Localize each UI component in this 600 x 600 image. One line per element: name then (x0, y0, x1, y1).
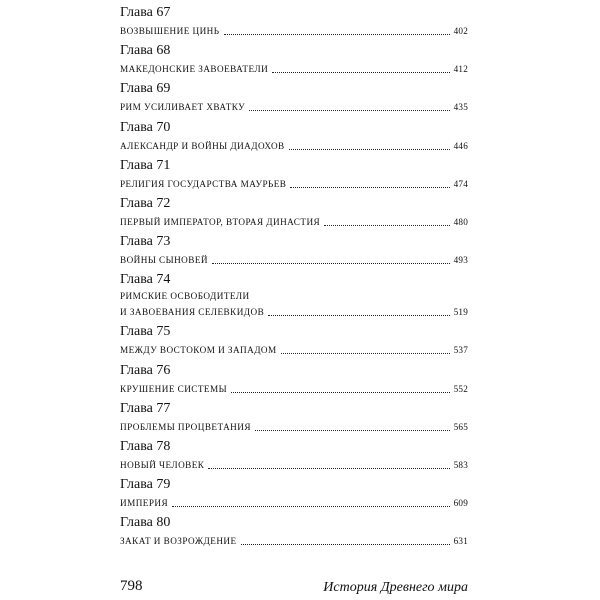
toc-entry (120, 234, 468, 272)
chapter-number: Глава 77 (120, 400, 171, 416)
chapter-title-line (120, 457, 468, 471)
dot-leader (281, 352, 450, 354)
chapter-number: Глава 70 (120, 119, 171, 135)
chapter-number: Глава 75 (120, 324, 171, 340)
page-number: 798 (120, 578, 143, 594)
chapter-number: Глава 68 (120, 43, 171, 59)
chapter-number: Глава 69 (120, 81, 171, 97)
toc-entry (120, 43, 468, 81)
chapter-number: Глава 73 (120, 234, 171, 250)
toc-entry (120, 477, 468, 515)
chapter-page-number: 446 (453, 140, 468, 151)
chapter-title: МАКЕДОНСКИЕ ЗАВОЕВАТЕЛИ (120, 64, 269, 75)
toc-entry (120, 363, 468, 401)
toc-entry (120, 515, 468, 553)
chapter-title-first-line: РИМСКИЕ ОСВОБОДИТЕЛИ (120, 291, 250, 302)
chapter-page-number: 480 (453, 216, 468, 227)
dot-leader (212, 262, 450, 264)
chapter-title-line (120, 495, 468, 509)
chapter-title-line (120, 533, 468, 547)
chapter-number: Глава 67 (120, 5, 171, 20)
chapter-number: Глава 76 (120, 362, 171, 378)
chapter-title-line (120, 61, 468, 75)
chapter-title: ЗАКАТ И ВОЗРОЖДЕНИЕ (120, 536, 237, 547)
chapter-title: ВОЙНЫ СЫНОВЕЙ (120, 255, 208, 266)
toc-entry (120, 81, 468, 119)
running-title: История Древнего мира (323, 580, 468, 595)
chapter-page-number: 631 (453, 536, 468, 547)
toc-entry (120, 196, 468, 234)
chapter-page-number: 519 (453, 307, 468, 318)
chapter-title: КРУШЕНИЕ СИСТЕМЫ (120, 383, 228, 394)
chapter-title-line (120, 99, 468, 113)
chapter-title: ВОЗВЫШЕНИЕ ЦИНЬ (120, 26, 220, 36)
chapter-number: Глава 78 (120, 438, 171, 454)
chapter-page-number: 609 (453, 498, 468, 509)
chapter-title: И ЗАВОЕВАНИЯ СЕЛЕВКИДОВ (120, 307, 265, 318)
chapter-number: Глава 72 (120, 195, 171, 211)
dot-leader (290, 186, 449, 188)
toc-entry (120, 324, 468, 362)
chapter-page-number: 474 (453, 178, 468, 189)
dot-leader (289, 148, 450, 150)
chapter-title: ПРОБЛЕМЫ ПРОЦВЕТАНИЯ (120, 421, 251, 432)
chapter-title-line (120, 252, 468, 266)
chapter-page-number: 565 (453, 421, 468, 432)
toc-entry (120, 439, 468, 477)
chapter-page-number: 402 (453, 26, 468, 36)
toc-entry (120, 158, 468, 196)
toc-entry (120, 5, 468, 43)
chapter-page-number: 412 (453, 64, 468, 75)
dot-leader (249, 109, 449, 111)
chapter-page-number: 552 (453, 383, 468, 394)
chapter-title: МЕЖДУ ВОСТОКОМ И ЗАПАДОМ (120, 345, 277, 356)
chapter-page-number: 537 (453, 345, 468, 356)
chapter-title: ПЕРВЫЙ ИМПЕРАТОР, ВТОРАЯ ДИНАСТИЯ (120, 216, 321, 227)
chapter-number: Глава 74 (120, 272, 171, 288)
dot-leader (231, 391, 450, 393)
chapter-title: РЕЛИГИЯ ГОСУДАРСТВА МАУРЬЕВ (120, 178, 287, 189)
dot-leader (268, 314, 449, 316)
toc-entry (120, 120, 468, 158)
book-page (120, 0, 468, 600)
dot-leader (172, 505, 450, 507)
chapter-title: АЛЕКСАНДР И ВОЙНЫ ДИАДОХОВ (120, 140, 285, 151)
chapter-page-number: 583 (453, 459, 468, 470)
chapter-number: Глава 79 (120, 477, 171, 493)
chapter-title: РИМ УСИЛИВАЕТ ХВАТКУ (120, 102, 246, 113)
chapter-title-line (120, 342, 468, 356)
chapter-title-line (120, 419, 468, 433)
chapter-title-line (120, 23, 468, 37)
toc-entry (120, 401, 468, 439)
toc-entry (120, 272, 468, 324)
dot-leader (272, 71, 449, 73)
chapter-title-line (120, 381, 468, 395)
chapter-number: Глава 80 (120, 515, 171, 531)
dot-leader (255, 429, 450, 431)
chapter-title-line (120, 138, 468, 152)
dot-leader (224, 33, 450, 35)
chapter-title: ИМПЕРИЯ (120, 498, 169, 509)
chapter-page-number: 493 (453, 255, 468, 266)
table-of-contents (120, 5, 468, 553)
chapter-page-number: 435 (453, 102, 468, 113)
chapter-title-line (120, 304, 468, 318)
dot-leader (208, 467, 449, 469)
dot-leader (324, 224, 450, 226)
chapter-number: Глава 71 (120, 157, 171, 173)
dot-leader (241, 543, 450, 545)
chapter-title-line (120, 176, 468, 190)
chapter-title: НОВЫЙ ЧЕЛОВЕК (120, 459, 205, 470)
chapter-title-line (120, 214, 468, 228)
